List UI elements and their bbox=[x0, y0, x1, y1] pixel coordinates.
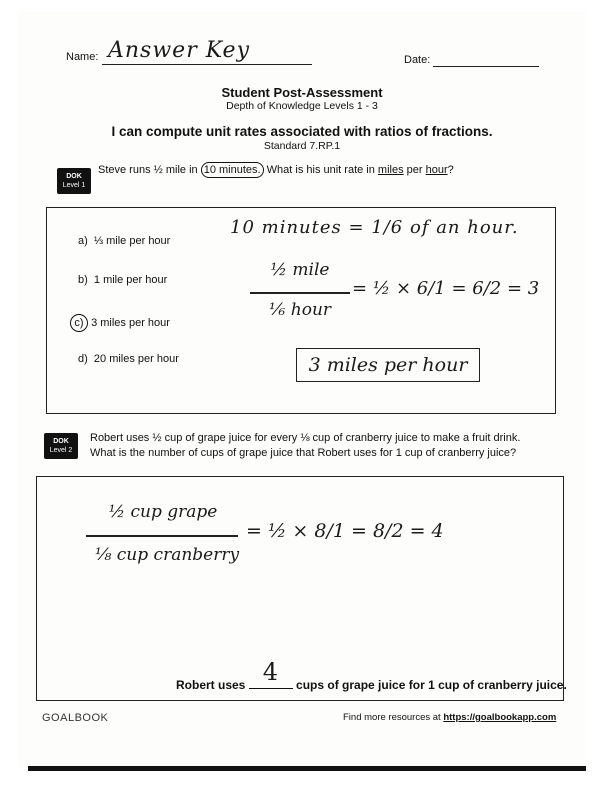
q1-circled-time: 10 minutes. bbox=[201, 162, 264, 178]
footer-resources-text: Find more resources at bbox=[343, 712, 444, 723]
name-value: Answer Key bbox=[108, 38, 250, 63]
dok-level-2-badge bbox=[44, 433, 78, 459]
option-text: ⅓ mile per hour bbox=[93, 235, 171, 247]
q1-unit-hour: hour bbox=[425, 164, 448, 176]
dok-title: DOK bbox=[66, 173, 82, 180]
option-letter: b) bbox=[78, 274, 88, 286]
objective: I can compute unit rates associated with ratios of fractions. bbox=[111, 124, 493, 139]
q1-option-c[interactable] bbox=[70, 314, 170, 332]
q1-option-b[interactable] bbox=[78, 274, 167, 286]
footer-link[interactable]: https://goalbookapp.com bbox=[443, 712, 557, 723]
q1-per: per bbox=[403, 164, 426, 176]
dok-level: Level 1 bbox=[62, 182, 86, 189]
q1-option-d[interactable] bbox=[78, 353, 179, 365]
q2-answer-post: cups of grape juice for 1 cup of cranberry juice. bbox=[296, 678, 567, 692]
q2-work-numerator: ½ cup grape bbox=[108, 502, 218, 522]
standard: Standard 7.RP.1 bbox=[263, 140, 341, 152]
date-label: Date: bbox=[404, 54, 431, 66]
q2-prompt-line-2: What is the number of cups of grape juice that Robert uses for 1 cup of cranberry juice? bbox=[90, 447, 517, 459]
option-text: 20 miles per hour bbox=[93, 353, 179, 365]
q2-answer-value: 4 bbox=[262, 658, 278, 686]
name-underline bbox=[102, 64, 312, 65]
option-text: 1 mile per hour bbox=[93, 274, 168, 286]
q1-fraction-bar bbox=[250, 292, 350, 294]
q1-prompt-pre: Steve runs ½ mile in bbox=[98, 164, 201, 176]
dok-level-1-badge bbox=[57, 168, 91, 194]
worksheet-page bbox=[18, 12, 586, 767]
q1-prompt-end: ? bbox=[447, 164, 454, 176]
date-underline bbox=[433, 66, 539, 67]
q1-unit-miles: miles bbox=[377, 164, 404, 176]
q1-work-conversion: 10 minutes = 1/6 of an hour. bbox=[230, 217, 519, 238]
q2-fraction-bar bbox=[86, 535, 238, 537]
q2-answer-blank bbox=[249, 658, 293, 689]
q1-final-answer: 3 miles per hour bbox=[296, 348, 480, 382]
q2-answer-sentence bbox=[176, 658, 567, 692]
footer-resources bbox=[343, 712, 556, 723]
q2-work-denominator: ⅛ cup cranberry bbox=[94, 545, 240, 565]
q2-answer-pre: Robert uses bbox=[176, 678, 246, 692]
dok-levels: Depth of Knowledge Levels 1 - 3 bbox=[226, 100, 378, 112]
q1-option-a[interactable] bbox=[78, 235, 170, 247]
q2-work-equation: = ½ × 8/1 = 8/2 = 4 bbox=[246, 520, 444, 542]
option-text: 3 miles per hour bbox=[91, 317, 170, 329]
q2-prompt-line-1: Robert uses ½ cup of grape juice for every ⅛ cup of cranberry juice to make a fruit drink. bbox=[90, 432, 521, 444]
dok-level: Level 2 bbox=[49, 447, 73, 454]
name-label: Name: bbox=[66, 51, 99, 63]
dok-title: DOK bbox=[53, 438, 69, 445]
q1-prompt bbox=[98, 164, 454, 176]
page-bottom-edge bbox=[28, 766, 586, 771]
goalbook-logo: GOALBOOK bbox=[42, 712, 109, 724]
q1-prompt-mid: What is his unit rate in bbox=[263, 164, 378, 176]
option-letter-circled: c) bbox=[70, 314, 88, 332]
option-letter: a) bbox=[78, 235, 88, 247]
q1-work-numerator: ½ mile bbox=[270, 260, 330, 280]
page-title: Student Post-Assessment bbox=[221, 85, 383, 100]
q1-work-denominator: ⅙ hour bbox=[268, 300, 332, 320]
option-letter: d) bbox=[78, 353, 88, 365]
q1-work-equation: = ½ × 6/1 = 6/2 = 3 bbox=[352, 278, 540, 299]
